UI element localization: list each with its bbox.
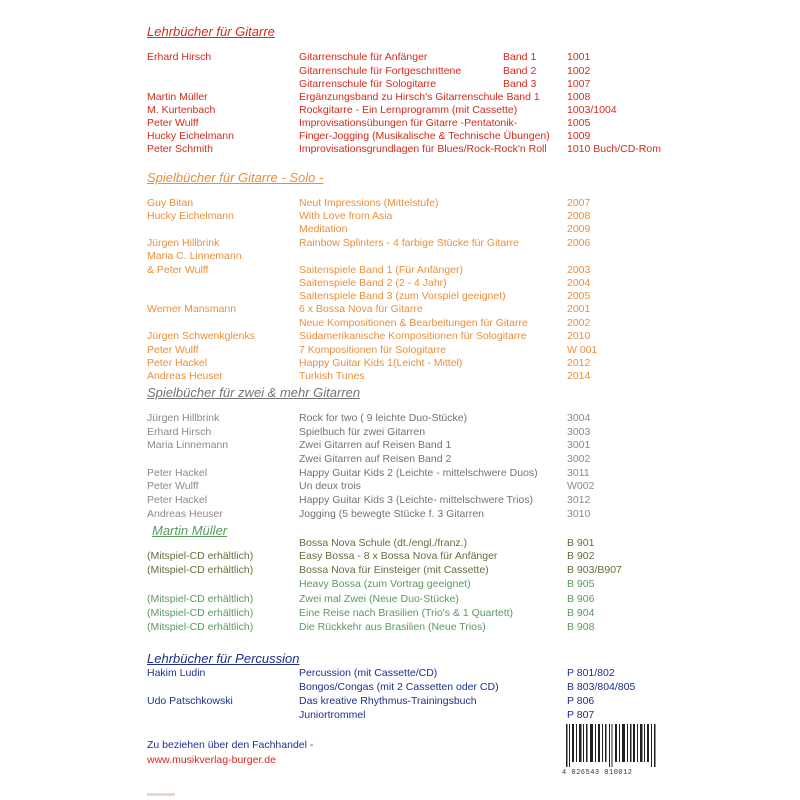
number: 3003 [567, 426, 591, 438]
list-item [0, 412, 800, 425]
number: 3001 [567, 439, 591, 451]
list-item [0, 439, 800, 452]
title: Gitarrenschule für Sologitarre [299, 78, 437, 90]
number: 1005 [567, 117, 591, 129]
list-item [0, 237, 800, 250]
author: Peter Hackel [147, 467, 208, 479]
list-item [0, 330, 800, 343]
list-item [0, 303, 800, 316]
author: Hakim Ludin [147, 667, 206, 679]
list-item [0, 78, 800, 91]
list-item [0, 667, 800, 680]
number: P 806 [567, 695, 595, 707]
title: Saitenspiele Band 1 (Für Anfänger) [299, 264, 464, 276]
author: Peter Hackel [147, 357, 208, 369]
list-item [0, 681, 800, 694]
number: P 801/802 [567, 667, 615, 679]
number: 2014 [567, 370, 591, 382]
number: B 904 [567, 607, 595, 619]
title: 7 Kompositionen für Sologitarre [299, 344, 447, 356]
author: Guy Bitan [147, 197, 194, 209]
number: 1008 [567, 91, 591, 103]
number: 2008 [567, 210, 591, 222]
list-item [0, 91, 800, 104]
title: Die Rückkehr aus Brasilien (Neue Trios) [299, 621, 486, 633]
title: Spielbuch für zwei Gitarren [299, 426, 426, 438]
author: Peter Schmith [147, 143, 213, 155]
list-item [0, 578, 800, 591]
title: Das kreative Rhythmus-Trainingsbuch [299, 695, 477, 707]
title: Improvisationsübungen für Gitarre -Pentatonik- [299, 117, 518, 129]
footer-distribution-note: Zu beziehen über den Fachhandel - [147, 739, 314, 751]
title: Un deux trois [299, 480, 361, 492]
list-item [0, 709, 800, 722]
list-item [0, 453, 800, 466]
author: Peter Wulff [147, 480, 199, 492]
title: Rainbow Splinters - 4 farbige Stücke für Gitarre [299, 237, 520, 249]
author: Hucky Eichelmann [147, 210, 234, 222]
title: Turkish Tunes [299, 370, 365, 382]
author: Andreas Heuser [147, 508, 223, 520]
author: M. Kurtenbach [147, 104, 216, 116]
title: Heavy Bossa (zum Vortrag geeignet) [299, 578, 471, 590]
title: 6 x Bossa Nova für Gitarre [299, 303, 423, 315]
number: B 902 [567, 550, 595, 562]
author: Werner Mansmann [147, 303, 237, 315]
title: Zwei Gitarren auf Reisen Band 1 [299, 439, 452, 451]
number: 1003/1004 [567, 104, 617, 116]
title: Improvisationsgrundlagen für Blues/Rock-Rock'n Roll [299, 143, 547, 155]
title: Happy Guitar Kids 3 (Leichte- mittelschwere Trios) [299, 494, 533, 506]
list-item [0, 467, 800, 480]
title: Zwei mal Zwei (Neue Duo-Stücke) [299, 593, 459, 605]
author: Erhard Hirsch [147, 426, 212, 438]
title: Bossa Nova für Einsteiger (mit Cassette) [299, 564, 489, 576]
title: Saitenspiele Band 2 (2 - 4 Jahr) [299, 277, 447, 289]
number: B 903/B907 [567, 564, 622, 576]
section-heading-lehrbuecher-gitarre: Lehrbücher für Gitarre [147, 24, 275, 39]
author: Andreas Heuser [147, 370, 223, 382]
author: Peter Wulff [147, 344, 199, 356]
list-item [0, 344, 800, 357]
list-item [0, 494, 800, 507]
section-heading-martin-mueller: Martin Müller [152, 523, 228, 538]
number: B 906 [567, 593, 595, 605]
list-item [0, 607, 800, 620]
title: Bongos/Congas (mit 2 Cassetten oder CD) [299, 681, 499, 693]
number: 3012 [567, 494, 591, 506]
author: Erhard Hirsch [147, 51, 212, 63]
number: 2001 [567, 303, 591, 315]
title: Gitarrenschule für Fortgeschrittene [299, 65, 462, 77]
title: Jogging (5 bewegte Stücke f. 3 Gitarren [299, 508, 485, 520]
section-heading-percussion: Lehrbücher für Percussion [147, 651, 300, 666]
list-item [0, 357, 800, 370]
list-item [0, 143, 800, 156]
number: P 807 [567, 709, 595, 721]
number: 2009 [567, 223, 591, 235]
band: Band 2 [503, 65, 537, 77]
list-item [0, 426, 800, 439]
list-item [0, 550, 800, 563]
title: Saitenspiele Band 3 (zum Vorspiel geeignet) [299, 290, 506, 302]
list-item [0, 264, 800, 277]
author: (Mitspiel-CD erhältlich) [147, 550, 254, 562]
list-item [0, 210, 800, 223]
list-item [0, 695, 800, 708]
title: Bossa Nova Schule (dt./engl./franz.) [299, 537, 468, 549]
title: Eine Reise nach Brasilien (Trio's & 1 Quartett) [299, 607, 514, 619]
number: 2003 [567, 264, 591, 276]
number: 2002 [567, 317, 591, 329]
author: Hucky Eichelmann [147, 130, 234, 142]
author: & Peter Wulff [147, 264, 209, 276]
title: Ergänzungsband zu Hirsch's Gitarrenschule Band 1 [299, 91, 540, 103]
number: 1007 [567, 78, 591, 90]
title: Gitarrenschule für Anfänger [299, 51, 428, 63]
author: (Mitspiel-CD erhältlich) [147, 621, 254, 633]
title: Easy Bossa - 8 x Bossa Nova für Anfänger [299, 550, 498, 562]
title: Juniortrommel [299, 709, 366, 721]
author: Martin Müller [147, 91, 208, 103]
list-item [0, 317, 800, 330]
title: Rockgitarre - Ein Lernprogramm (mit Cassette) [299, 104, 518, 116]
number: B 908 [567, 621, 595, 633]
author: Udo Patschkowski [147, 695, 233, 707]
number: 2010 [567, 330, 591, 342]
list-item [0, 104, 800, 117]
footer-website-link[interactable]: www.musikverlag-burger.de [147, 754, 276, 766]
author: Peter Wulff [147, 117, 199, 129]
bottom-divider [147, 793, 175, 796]
number: 2006 [567, 237, 591, 249]
title: Happy Guitar Kids 2 (Leichte - mittelschwere Duos) [299, 467, 538, 479]
list-item [0, 290, 800, 303]
section-heading-spielbuecher-mehrere: Spielbücher für zwei & mehr Gitarren [147, 385, 361, 400]
number: 1009 [567, 130, 591, 142]
title: With Love from Asia [299, 210, 393, 222]
author: Peter Hackel [147, 494, 208, 506]
list-item [0, 51, 800, 64]
list-item [0, 130, 800, 143]
list-item [0, 250, 800, 263]
title: Rock for two ( 9 leichte Duo-Stücke) [299, 412, 468, 424]
author: Maria C. Linnemann [147, 250, 242, 262]
band: Band 1 [503, 51, 537, 63]
list-item [0, 564, 800, 577]
number: 2012 [567, 357, 591, 369]
list-item [0, 508, 800, 521]
number: W002 [567, 480, 595, 492]
author: Jürgen Hillbrink [147, 237, 220, 249]
list-item [0, 223, 800, 236]
number: W 001 [567, 344, 598, 356]
barcode-digits: 4 026543 010012 [562, 769, 633, 777]
title: Meditation [299, 223, 348, 235]
number: 3011 [567, 467, 590, 479]
title: Neut Impressions (Mittelstufe) [299, 197, 439, 209]
number: 3002 [567, 453, 591, 465]
number: 3010 [567, 508, 591, 520]
number: 2005 [567, 290, 591, 302]
list-item [0, 621, 800, 634]
title: Südamerikanische Kompositionen für Sologitarre [299, 330, 527, 342]
title: Happy Guitar Kids 1(Leicht - Mittel) [299, 357, 463, 369]
list-item [0, 480, 800, 493]
author: Jürgen Hillbrink [147, 412, 220, 424]
band: Band 3 [503, 78, 537, 90]
number: B 905 [567, 578, 595, 590]
list-item [0, 370, 800, 383]
list-item [0, 277, 800, 290]
number: B 803/804/805 [567, 681, 636, 693]
list-item [0, 65, 800, 78]
number: 2007 [567, 197, 591, 209]
list-item [0, 593, 800, 606]
section-heading-spielbuecher-solo: Spielbücher für Gitarre - Solo - [147, 170, 324, 185]
title: Percussion (mit Cassette/CD) [299, 667, 438, 679]
author: Maria Linnemann [147, 439, 229, 451]
title: Neue Kompositionen & Bearbeitungen für Gitarre [299, 317, 528, 329]
list-item [0, 197, 800, 210]
number: 1010 Buch/CD-Rom [567, 143, 661, 155]
author: Jürgen Schwenkglenks [147, 330, 255, 342]
number: B 901 [567, 537, 595, 549]
author: (Mitspiel-CD erhältlich) [147, 593, 254, 605]
title: Finger-Jogging (Musikalische & Technische Übungen) [299, 130, 550, 142]
title: Zwei Gitarren auf Reisen Band 2 [299, 453, 452, 465]
number: 2004 [567, 277, 591, 289]
author: (Mitspiel-CD erhältlich) [147, 564, 254, 576]
list-item [0, 117, 800, 130]
barcode [566, 724, 656, 767]
list-item [0, 537, 800, 550]
number: 1002 [567, 65, 591, 77]
number: 3004 [567, 412, 591, 424]
number: 1001 [567, 51, 591, 63]
author: (Mitspiel-CD erhältlich) [147, 607, 254, 619]
